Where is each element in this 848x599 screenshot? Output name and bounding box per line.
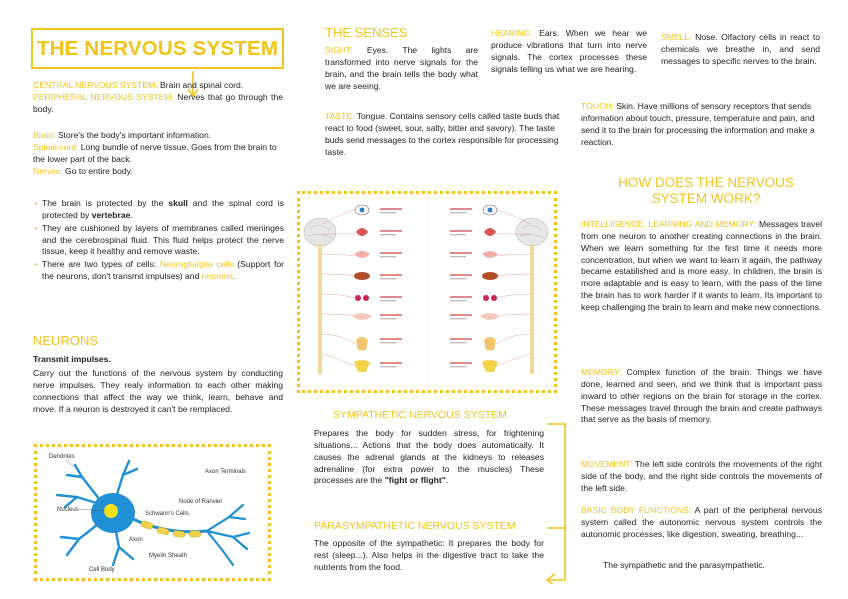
nerves-text: Go to entire body.	[65, 165, 133, 176]
hearing-label: HEARING:	[491, 28, 533, 38]
sight-block	[325, 45, 478, 92]
pns-text: Nerves that go through the body.	[33, 91, 283, 114]
taste-block	[325, 111, 565, 158]
facts-list	[34, 198, 284, 284]
taste-label: TASTE:	[325, 111, 355, 121]
autonomic-diagram	[300, 194, 554, 390]
sight-label: SIGHT:	[325, 45, 353, 55]
list-item	[34, 259, 284, 283]
label-nucleus: Nucleus	[57, 507, 79, 513]
fact-text: .	[130, 209, 133, 220]
smell-text: Nose. Olfactory cells in react to chemicals we breathe in, and send messages to specific nerves to the brain.	[661, 32, 820, 66]
sympathetic-text-a: Prepares the body for sudden stress, for frightening situations... Actions that the body does automatically. It causes the adrenal glands at the kidneys to releases adrenaline (for extra power to the muscles) These processes are the	[314, 428, 544, 486]
sympathetic-heading: SYMPATHETIC NERVOUS SYSTEM	[333, 409, 507, 421]
bracket-arrow-icon	[545, 422, 567, 584]
spinal-text: Long bundle of nerve tissue. Goes from the brain to the lower part of the back.	[33, 141, 277, 164]
parasympathetic-text: The opposite of the sympathetic: It prepares the body for rest (sleep...). Also helps in the digestive tract to take the nutrients from the food.	[314, 538, 544, 572]
movement-block	[581, 459, 822, 495]
neurons-word: neurons	[201, 271, 233, 282]
touch-label: TOUCH:	[581, 101, 614, 111]
intelligence-text: Messages travel from one neuron to another creating connections in the brain. When we learn something for the first time it needs more concentration, but when we want to learn it again, the pathway became established and is more easy. In children, the brain is more adaptable and is easy to learn, with the pass of the time the brain has to work harder if it wants to learn. Its important to keep challenging the brain to learn and make new connections.	[581, 219, 823, 313]
memory-block	[581, 367, 822, 426]
intelligence-label: INTELLIGENCE, LEARNING AND MEMORY:	[581, 219, 757, 229]
sight-text: Eyes. The lights are transformed into nerve signals for the brain, and the brain tells the body what we are seeing.	[325, 45, 478, 91]
vertebrae-word: vertebrae	[91, 209, 131, 220]
smell-label: SMELL:	[661, 32, 692, 42]
hearing-block	[491, 28, 647, 75]
movement-label: MOVEMENT:	[581, 459, 633, 469]
neurons-heading: NEURONS	[33, 333, 99, 348]
memory-label: MEMORY:	[581, 367, 622, 377]
neuron-diagram	[37, 447, 268, 578]
memory-text: Complex function of the brain. Things we have done, learned and seen, and we think that is important pass inward to other regions on the brain for storage in the cortex. These messages travel through the brain and create pathways that serve as the basis of memory.	[581, 367, 823, 425]
label-myelin: Myelin Sheath	[149, 553, 188, 559]
cns-text: Brain and spinal cord.	[160, 80, 244, 90]
nerves-label: Nerves:	[33, 165, 63, 176]
works-heading: HOW DOES THE NERVOUS SYSTEM WORK?	[618, 175, 794, 207]
label-cellbody: Cell Body	[89, 567, 115, 573]
brain-label: Brain:	[33, 130, 56, 140]
sympathetic-text	[314, 428, 544, 487]
intro-block	[33, 80, 283, 116]
basic-functions-text: A part of the peripheral nervous system called the autonomic nervous system controls the autonomic processes, like digestion, sweating, breathing...	[581, 505, 822, 539]
touch-text: Skin. Have millions of sensory receptors that sends information about touch, pressure, temperature and pain, and send it to the brain for processing the information and make a reaction.	[581, 101, 815, 147]
autonomic-diagram-frame	[297, 191, 557, 393]
pns-label: PERIPHERAL NERVOUS SYSTEM:	[33, 91, 174, 102]
neuroglia-word: Neuroglia/glia cells	[160, 259, 234, 270]
nucleus-shape	[104, 504, 118, 518]
taste-text: Tongue. Contains sensory cells called taste buds that react to food (sweet, sour, salty, bitter and savory). The taste buds send messages to the cortex responsible for processing taste.	[325, 111, 560, 157]
parasympathetic-heading: PARASYMPATHETIC NERVOUS SYSTEM	[314, 520, 516, 532]
smell-block	[661, 32, 820, 68]
fight-or-flight: "fight or flight"	[384, 475, 446, 486]
senses-heading: THE SENSES	[325, 25, 408, 40]
fact-text: The brain is protected by the	[42, 198, 169, 208]
page-title: THE NERVOUS SYSTEM	[36, 36, 279, 60]
basic-functions-tail: The sympathetic and the parasympathetic.	[603, 560, 765, 570]
label-axon: Axon	[129, 537, 143, 543]
label-dendrites: Dendrites	[49, 454, 75, 460]
list-item: • They are cushioned by layers of membranes called meninges and the cerebrospinal fluid. This fluid helps protect the nerve tissue, keep it healthy and remove waste.	[34, 223, 284, 259]
basic-functions-block	[581, 505, 822, 541]
neurons-lead: Transmit impulses.	[33, 354, 111, 364]
neurons-text: Carry out the functions of the nervous system by conducting nerve impulses. They realy information to each other making connections that affect the way we think, learn, behave and move. If a neuron is destroyed it can't be remplaced.	[33, 368, 283, 414]
cns-label: CENTRAL NERVOUS SYSTEM:	[33, 80, 158, 90]
intelligence-block	[581, 219, 822, 314]
fact-text: There are two types of cells:	[42, 259, 161, 270]
label-schwann: Schwann's Cells	[145, 511, 189, 517]
title-box	[31, 28, 284, 69]
fact-text: .	[232, 271, 236, 282]
fact-text: and the spinal cord is protected by	[42, 198, 284, 220]
brain-text: Store's the body's important information.	[57, 130, 212, 140]
list-item	[34, 198, 284, 222]
label-ranvier: Node of Ranvier	[179, 499, 223, 505]
label-terminals: Axon Terminals	[205, 469, 246, 475]
movement-text: The left side controls the movements of the right side of the body, and the right side controls the movements of the left side.	[581, 459, 822, 493]
spinal-label: Spinal cord:	[33, 141, 79, 152]
touch-block	[581, 101, 821, 148]
skull-word: skull	[168, 198, 188, 208]
fact-text: (Support for the neurons, don't transmit impulses) and	[42, 259, 284, 282]
parts-block	[33, 130, 285, 177]
neuron-diagram-frame	[34, 444, 271, 581]
hearing-text: Ears. When we hear we produce vibrations that turn into nerve signals. The cortex processes these signals telling us what we are hearing.	[491, 28, 648, 74]
sympathetic-text-b: .	[445, 475, 449, 486]
basic-functions-label: BASIC BODY FUNCTIONS:	[581, 505, 692, 515]
